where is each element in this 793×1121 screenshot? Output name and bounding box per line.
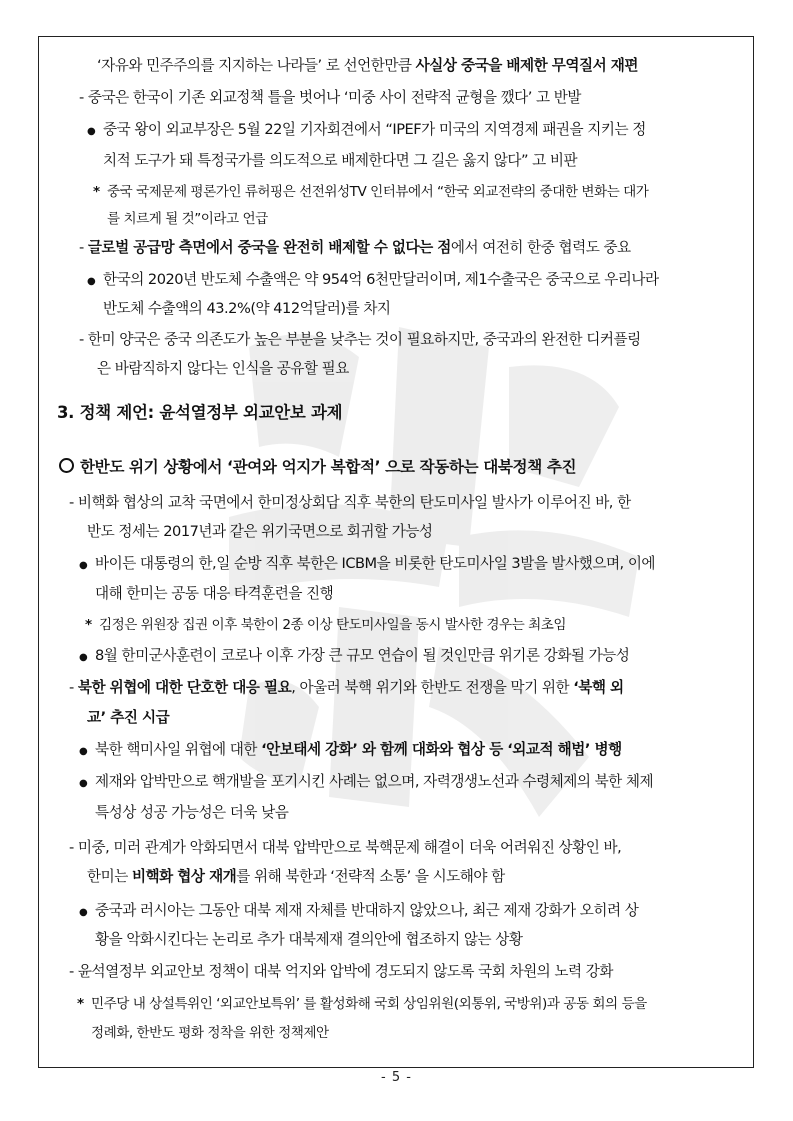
asterisk-icon: * bbox=[77, 996, 84, 1012]
text-line: 특성상 성공 가능성은 더욱 낮음 bbox=[95, 804, 289, 821]
note-item: * 민주당 내 상설특위인 ‘외교안보특위’ 를 활성화해 국회 상임위원(외통위, 국방위)과 공동 회의 등을 bbox=[77, 996, 647, 1012]
dash-item: - 비핵화 협상의 교착 국면에서 한미정상회담 직후 북한의 탄도미사일 발사가 이루어진 바, 한 bbox=[69, 494, 631, 511]
asterisk-icon: * bbox=[85, 617, 92, 633]
text-line: 반도체 수출액의 43.2%(약 412억달러)를 차지 bbox=[103, 300, 391, 317]
text-line: 반도 정세는 2017년과 같은 위기국면으로 회귀할 가능성 bbox=[87, 523, 433, 540]
bullet-item: ● 8월 한미군사훈련이 코로나 이후 가장 큰 규모 연습이 될 것인만큼 위기론 강화될 가능성 bbox=[79, 646, 739, 668]
bullet-item: ● 북한 핵미사일 위협에 대한 ‘안보태세 강화’ 와 함께 대화와 협상 등 ‘외교적 해법’ 병행 bbox=[79, 740, 739, 762]
text-line: 황을 악화시킨다는 논리로 추가 대북제재 결의안에 협조하지 않는 상황 bbox=[95, 931, 523, 948]
text-line: 정례화, 한반도 평화 정착을 위한 정책제안 bbox=[91, 1025, 329, 1041]
text-line: 교’ 추진 시급 bbox=[87, 709, 170, 726]
bullet-item: ● 바이든 대통령의 한,일 순방 직후 북한은 ICBM을 비롯한 탄도미사일 3발을 발사했으며, 이에 bbox=[79, 554, 739, 576]
dash-item: - 한미 양국은 중국 의존도가 높은 부분을 낮추는 것이 필요하지만, 중국과의 완전한 디커플링 bbox=[79, 331, 641, 348]
text-line: ‘자유와 민주주의를 지지하는 나라들’ 로 선언한만큼 사실상 중국을 배제한 무역질서 재편 bbox=[97, 57, 638, 74]
dash-item: - 북한 위협에 대한 단호한 대응 필요, 아울러 북핵 위기와 한반도 전쟁을 막기 위한 ‘북핵 외 bbox=[69, 679, 624, 696]
bullet-icon: ● bbox=[79, 778, 88, 789]
bullet-icon: ● bbox=[79, 746, 88, 757]
page-frame bbox=[38, 36, 754, 1068]
text-line: 를 치르게 될 것”이라고 언급 bbox=[107, 211, 268, 227]
circle-icon bbox=[59, 458, 74, 473]
dash-item: - 미중, 미러 관계가 악화되면서 대북 압박만으로 북핵문제 해결이 더욱 어려워진 상황인 바, bbox=[69, 839, 622, 856]
bullet-icon: ● bbox=[87, 126, 96, 137]
bullet-item: ● 중국 왕이 외교부장은 5월 22일 기자회견에서 “IPEF가 미국의 지역경제 패권을 지키는 정 bbox=[87, 120, 739, 142]
dash-item: - 중국은 한국이 기존 외교정책 틀을 벗어나 ‘미중 사이 전략적 균형을 깼다’ 고 반발 bbox=[79, 89, 581, 106]
text-line: 치적 도구가 돼 특정국가를 의도적으로 배제한다면 그 길은 옳지 않다” 고 비판 bbox=[103, 152, 578, 169]
bullet-item: ● 중국과 러시아는 그동안 대북 제재 자체를 반대하지 않았으나, 최근 제재 강화가 오히려 상 bbox=[79, 901, 739, 923]
bullet-item: ● 제재와 압박만으로 핵개발을 포기시킨 사례는 없으며, 자력갱생노선과 수령체제의 북한 체제 bbox=[79, 772, 739, 794]
section-heading: 3. 정책 제언: 윤석열정부 외교안보 과제 bbox=[57, 403, 343, 422]
document-body bbox=[39, 37, 753, 1067]
bullet-item: ● 한국의 2020년 반도체 수출액은 약 954억 6천만달러이며, 제1수출국은 중국으로 우리나라 bbox=[87, 270, 739, 292]
text-line: 은 바람직하지 않다는 인식을 공유할 필요 bbox=[97, 360, 349, 377]
bullet-icon: ● bbox=[79, 907, 88, 918]
note-item: * 중국 국제문제 평론가인 류허핑은 선전위성TV 인터뷰에서 “한국 외교전략의 중대한 변화는 대가 bbox=[93, 184, 649, 200]
page-number: - 5 - bbox=[381, 1070, 412, 1085]
bullet-icon: ● bbox=[79, 560, 88, 571]
text-line: 한미는 비핵화 협상 재개를 위해 북한과 ‘전략적 소통’ 을 시도해야 함 bbox=[87, 868, 505, 885]
note-item: * 김정은 위원장 집권 이후 북한이 2종 이상 탄도미사일을 동시 발사한 경우는 최초임 bbox=[85, 617, 567, 633]
bullet-icon: ● bbox=[79, 652, 88, 663]
dash-item: - 윤석열정부 외교안보 정책이 대북 억지와 압박에 경도되지 않도록 국회 차원의 노력 강화 bbox=[69, 963, 613, 980]
subsection-heading: 한반도 위기 상황에서 ‘관여와 억지가 복합적’ 으로 작동하는 대북정책 추진 bbox=[59, 457, 739, 477]
bullet-icon: ● bbox=[87, 276, 96, 287]
text-line: 대해 한미는 공동 대응 타격훈련을 진행 bbox=[95, 585, 334, 602]
asterisk-icon: * bbox=[93, 184, 100, 200]
dash-item: - 글로벌 공급망 측면에서 중국을 완전히 배제할 수 없다는 점에서 여전히 한중 협력도 중요 bbox=[79, 239, 631, 256]
